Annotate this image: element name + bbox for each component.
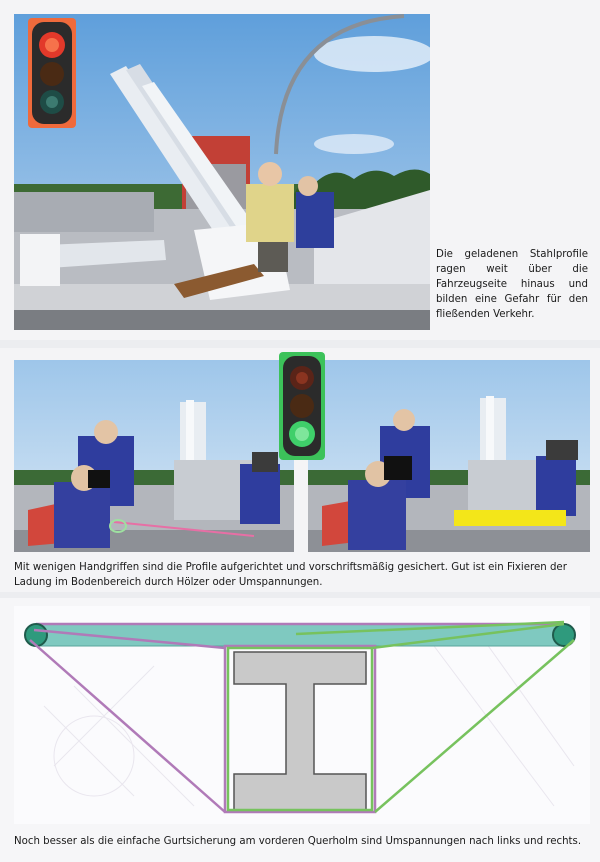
traffic-light-green-icon [279,352,325,460]
photo-profiles-upright-left [14,360,294,552]
traffic-light-red-icon [28,18,76,128]
strapping-diagram [14,606,590,824]
photo-overhanging-steel-profiles [14,14,430,330]
caption-strapping-advice: Noch besser als die einfache Gurtsicherung am vorderen Querholm sind Umspannungen nach links und rechts. [14,836,582,847]
photo-profiles-upright-right [308,360,590,552]
caption-profiles-secured: Mit wenigen Handgriffen sind die Profile aufgerichtet und vorschriftsmäßig gesichert. Gut ist ein Fixieren der Ladung im Bodenbereich durch Hölzer oder Umspannungen. [14,562,567,588]
caption-overhang-danger: Die geladenen Stahlprofile ragen weit über die Fahrzeugseite hinaus und bilden eine Gefahr für den fließenden Verkehr. [436,249,588,320]
